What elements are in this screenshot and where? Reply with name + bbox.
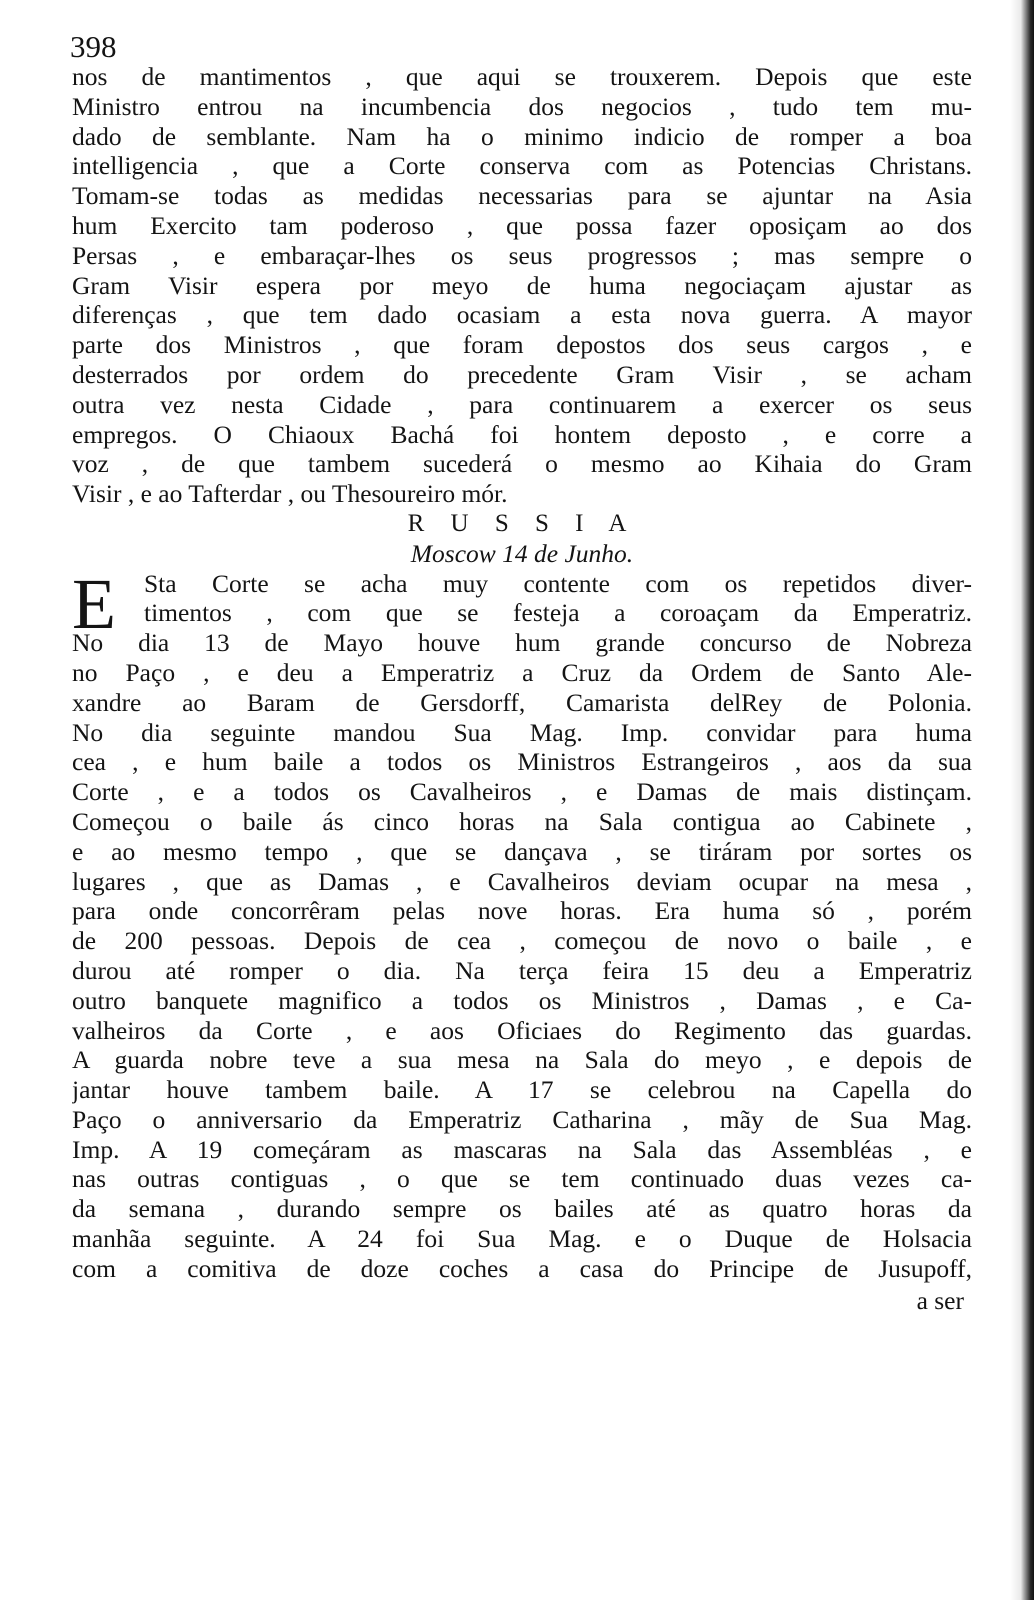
text-line: diferenças , que tem dado ocasiam a esta nova guerra. A mayor xyxy=(72,300,972,330)
text-line: Persas , e embaraçar-lhes os seus progressos ; mas sempre o xyxy=(72,240,972,270)
text-line: e ao mesmo tempo , que se dançava , se tiráram por sortes os xyxy=(72,836,972,866)
text-line: manhãa seguinte. A 24 foi Sua Mag. e o Duque de Holsacia xyxy=(72,1224,972,1254)
text-column xyxy=(72,62,972,1315)
text-line: durou até romper o dia. Na terça feira 15 deu a Emperatriz xyxy=(72,955,972,985)
text-line: dado de semblante. Nam ha o minimo indicio de romper a boa xyxy=(72,121,972,151)
text-line: No dia 13 de Mayo houve hum grande concurso de Nobreza xyxy=(72,628,972,658)
text-line: parte dos Ministros , que foram depostos dos seus cargos , e xyxy=(72,330,972,360)
text-line: hum Exercito tam poderoso , que possa fazer oposiçam ao dos xyxy=(72,210,972,240)
drop-cap-letter: E xyxy=(72,563,116,644)
text-line: Visir , e ao Tafterdar , ou Thesoureiro mór. xyxy=(72,479,508,509)
text-line: Sta Corte se acha muy contente com os repetidos diver- xyxy=(144,568,972,598)
text-line: valheiros da Corte , e aos Oficiaes do Regimento das guardas. xyxy=(72,1015,972,1045)
section-heading: R U S S I A xyxy=(407,509,637,537)
page-edge-shadow xyxy=(1010,0,1034,1600)
text-line: Tomam-se todas as medidas necessarias para se ajuntar na Asia xyxy=(72,181,972,211)
text-line: para onde concorrêram pelas nove horas. Era huma só , porém xyxy=(72,896,972,926)
text-line: intelligencia , que a Corte conserva com as Potencias Christans. xyxy=(72,151,972,181)
text-line: da semana , durando sempre os bailes até as quatro horas da xyxy=(72,1194,972,1224)
text-line: voz , de que tambem sucederá o mesmo ao Kihaia do Gram xyxy=(72,449,972,479)
text-line: Corte , e a todos os Cavalheiros , e Damas de mais distinçam. xyxy=(72,777,972,807)
text-line: nas outras contiguas , o que se tem continuado duas vezes ca- xyxy=(72,1164,972,1194)
text-line: no Paço , e deu a Emperatriz a Cruz da Ordem de Santo Ale- xyxy=(72,657,972,687)
text-line: nos de mantimentos , que aqui se trouxerem. Depois que este xyxy=(72,62,972,91)
text-line: jantar houve tambem baile. A 17 se celebrou na Capella do xyxy=(72,1075,972,1105)
dateline: Moscow 14 de Junho. xyxy=(410,538,634,568)
text-line: Gram Visir espera por meyo de huma negociaçam ajustar as xyxy=(72,270,972,300)
text-line: Ministro entrou na incumbencia dos negocios , tudo tem mu- xyxy=(72,91,972,121)
text-line: No dia seguinte mandou Sua Mag. Imp. convidar para huma xyxy=(72,717,972,747)
page-number: 398 xyxy=(70,29,117,64)
text-line: cea , e hum baile a todos os Ministros Estrangeiros , aos da sua xyxy=(72,747,972,777)
text-line: xandre ao Baram de Gersdorff, Camarista delRey de Polonia. xyxy=(72,687,972,717)
text-line: outra vez nesta Cidade , para continuarem a exercer os seus xyxy=(72,389,972,419)
paragraph-turkey-news xyxy=(72,62,972,509)
text-line: desterrados por ordem do precedente Gram Visir , se acham xyxy=(72,359,972,389)
text-line: A guarda nobre teve a sua mesa na Sala do meyo , e depois de xyxy=(72,1045,972,1075)
text-line: Começou o baile ás cinco horas na Sala contigua ao Cabinete , xyxy=(72,806,972,836)
text-line: Paço o anniversario da Emperatriz Catharina , mãy de Sua Mag. xyxy=(72,1104,972,1134)
text-line: Imp. A 19 começáram as mascaras na Sala das Assembléas , e xyxy=(72,1134,972,1164)
text-line: com a comitiva de doze coches a casa do Principe de Jusupoff, xyxy=(72,1253,972,1283)
text-line: lugares , que as Damas , e Cavalheiros deviam ocupar na mesa , xyxy=(72,866,972,896)
paragraph-russia-news xyxy=(72,563,972,1284)
text-line: timentos , com que se festeja a coroaçam da Emperatriz. xyxy=(144,598,972,628)
text-line: de 200 pessoas. Depois de cea , começou de novo o baile , e xyxy=(72,926,972,956)
text-line: empregos. O Chiaoux Bachá foi hontem deposto , e corre a xyxy=(72,419,972,449)
catchword: a ser xyxy=(916,1285,964,1315)
text-line: outro banquete magnifico a todos os Ministros , Damas , e Ca- xyxy=(72,985,972,1015)
